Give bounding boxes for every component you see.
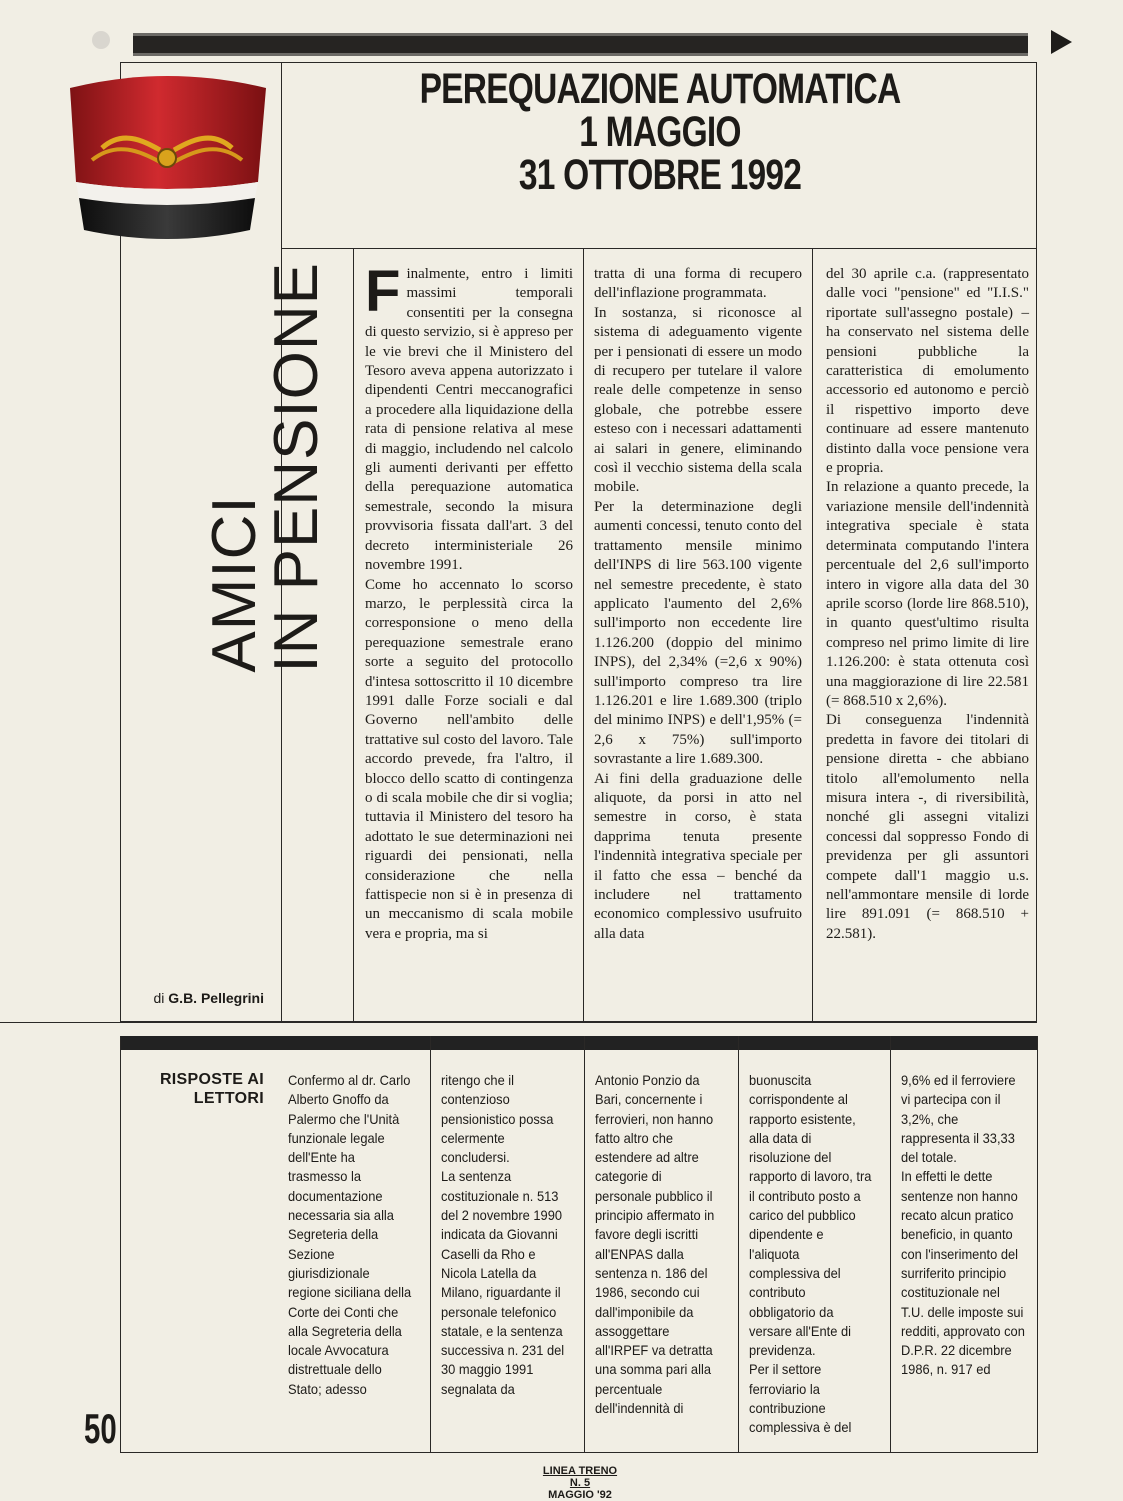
risposte-paragraph: La sentenza costituzionale n. 513 del 2 novembre 1990 indicata da Giovanni Caselli da Rho e Nicola Latella da Milano, riguardante il personale telefonico statale, e la sentenza successiva n. 231 del 30 maggio 1991 segnalata da [441, 1168, 565, 1397]
footer [520, 1465, 640, 1501]
article-column-1 [365, 259, 573, 944]
risposte-column-1 [288, 1071, 412, 1399]
article-paragraph: In sostanza, si riconosce al sistema di adeguamento vigente per i pensionati di essere un modo di recupero per tutelare il valore reale delle competenze in senso globale, che potrebbe essere esteso con i necessari adattamenti ai salari in genere, eliminando così il vecchio sistema della scala mobile. [594, 304, 802, 496]
article-paragraph: In relazione a quanto precede, la variazione mensile dell'indennità integrativa speciale è stata determinata computando l'intera percentuale del 2,6 sull'importo intero in vigore alla data del 30 aprile scorso (lorde lire 868.510), in quanto quest'ultimo risulta compreso nel primo limite di lire 1.126.200: è stata ottenuta così una maggiorazione di lire 22.581 (= 868.510 x 2,6%). [826, 479, 1029, 709]
risposte-bottom-rule [120, 1452, 1038, 1453]
divider-col2 [812, 248, 813, 1022]
risposte-paragraph: Antonio Ponzio da Bari, concernente i ferrovieri, non hanno fatto altro che estendere ad altre categorie di personale pubblico il principio affermato in favore degli iscritti all'ENPAS dalla sentenza n. 186 del 1986, secondo cui dall'imponibile da assoggettare all'IRPEF va detratta una somma pari alla percentuale dell'indennità di [595, 1072, 715, 1417]
risposte-divider-2 [584, 1036, 585, 1452]
header-bar [133, 33, 1028, 56]
arrow-right-icon [1051, 30, 1072, 54]
risposte-column-2 [441, 1071, 565, 1399]
risposte-divider-1 [430, 1036, 431, 1452]
risposte-divider-3 [738, 1036, 739, 1452]
article-paragraph: Per la determinazione degli aumenti concessi, tenuto conto del trattamento mensile minimo dell'INPS di lire 563.100 vigente nel semestre precedente, è stato applicato l'aumento del 2,6% sull'importo non eccedente lire 1.126.200 (doppio del minimo INPS), del 2,34% (=2,6 x 90%) sull'importo compreso tra lire 1.126.201 e lire 1.689.300 (triplo del minimo INPS) e dell'1,95% (= 2,6 x 75%) sull'importo sovrastante a lire 1.689.300. [594, 498, 802, 768]
risposte-paragraph: Confermo al dr. Carlo Alberto Gnoffo da Palermo che l'Unità funzionale legale dell'Ente ha trasmesso la documentazione necessaria sia alla Segreteria della Sezione giurisdizionale regione siciliana della Corte dei Conti che alla Segreteria della locale Avvocatura distrettuale dello Stato; adesso [288, 1072, 412, 1397]
risposte-paragraph: In effetti le dette sentenze non hanno recato alcun pratico beneficio, in quanto con l'inserimento del surriferito principio costituzionale nel T.U. delle imposte sui redditi, approvato con D.P.R. 22 dicembre 1986, n. 917 ed [901, 1168, 1025, 1378]
article-column-2 [594, 265, 802, 944]
byline [136, 990, 264, 1006]
drop-cap: F [365, 259, 401, 324]
article-paragraph [365, 259, 573, 576]
risposte-paragraph: buonuscita corrispondente al rapporto esistente, alla data di risoluzione del rapporto di lavoro, tra il contributo posto a carico del pubblico dipendente e l'aliquota complessiva del contributo obbligatorio da versare all'Ente di previdenza. [749, 1072, 872, 1359]
article-paragraph: Di conseguenza l'indennità predetta in favore dei titolari di pensione diretta - che abbiano titolo all'emolumento nella misura intera -, di riversibilità, nonché gli assegni vitalizi concessi dal soppresso Fondo di previdenza per gli assuntori compete dall'1 maggio u.s. nell'ammontare mensile di lorde lire 891.091 (= 868.510 + 22.581). [826, 712, 1029, 942]
section-label [130, 262, 331, 982]
article-title [410, 65, 909, 199]
title-line-2: 1 MAGGIO [579, 108, 741, 156]
risposte-column-5 [901, 1071, 1025, 1380]
kepi-hat-image [62, 70, 272, 250]
risposte-heading-line-1: RISPOSTE AI [159, 1071, 264, 1088]
page-number: 50 [84, 1405, 117, 1452]
title-line-1: PEREQUAZIONE AUTOMATICA [419, 65, 901, 113]
article-paragraph: del 30 aprile c.a. (rappresentato dalle voci "pensione" ed "I.I.S." riportate sull'assegno postale) – ha conservato nel sistema delle pensioni pubbliche la caratteristica di emolumento accessorio ed autonomo e perciò il rispettivo importo deve continuare ad essere mantenuto distinto dalla voce pensione vera e propria. [826, 266, 1029, 477]
divider-section [0, 1022, 1037, 1023]
risposte-paragraph: 9,6% ed il ferroviere vi partecipa con il 3,2%, che rappresenta il 33,33 del totale. [901, 1072, 1016, 1166]
risposte-divider-4 [890, 1036, 891, 1452]
risposte-right-rule [1037, 1036, 1038, 1452]
footer-line-1: LINEA TRENO [542, 1465, 618, 1477]
risposte-paragraph: Per il settore ferroviario la contribuzione complessiva è del [749, 1361, 852, 1436]
risposte-heading [128, 1070, 264, 1108]
section-line-1: AMICI [200, 495, 269, 673]
article-paragraph: Ai fini della graduazione delle aliquote, da porsi in atto nel semestre in corso, è stata dapprima tenuta presente l'indennità integrativa speciale per il fatto che essa – benché da includere nel trattamento economico complessivo usufruito alla data [594, 770, 802, 942]
byline-author: G.B. Pellegrini [168, 990, 264, 1006]
section-line-2: IN PENSIONE [262, 262, 331, 673]
article-paragraph: tratta di una forma di recupero dell'inflazione programmata. [594, 266, 802, 302]
title-line-3: 31 OTTOBRE 1992 [518, 151, 802, 199]
risposte-left-rule [120, 1036, 121, 1452]
paragraph-text: inalmente, entro i limiti massimi temporali consentiti per la consegna di questo servizio, si è appreso per le vie brevi che il Ministero del Tesoro aveva appena autorizzato i dipendenti Centri meccanografici a procedere alla liquidazione della rata di pensione relativa al mese di maggio, includendo nel calcolo gli aumenti derivanti per effetto della perequazione automatica semestrale, secondo la misura provvisoria fissata dall'art. 3 del decreto interministeriale 26 novembre 1991. [365, 266, 573, 574]
footer-line-2: N. 5 [569, 1477, 591, 1489]
risposte-column-4 [749, 1071, 873, 1438]
article-column-3 [826, 265, 1029, 944]
risposte-column-3 [595, 1071, 719, 1418]
article-paragraph: Come ho accennato lo scorso marzo, le perplessità circa la corresponsione o meno della perequazione semestrale erano sorte a seguito del protocollo d'intesa sottoscritto il 10 dicembre 1991 dalle Forze sociali e dal Governo nell'ambito delle trattative sul costo del lavoro. Tale accordo prevede, fra l'altro, il blocco dello scatto di contingenza o di scala mobile che dir si voglia; tuttavia il Ministero del tesoro ha adottato le sue determinazioni nei riguardi dei pensionati, nella considerazione che nella fattispecie non si è in presenza di un meccanismo di scala mobile vera e propria, ma si [365, 576, 573, 942]
byline-prefix: di [153, 990, 165, 1006]
decorative-dot [92, 31, 110, 49]
risposte-paragraph: ritengo che il contenzioso pensionistico possa celermente concludersi. [441, 1072, 554, 1166]
footer-line-3: MAGGIO '92 [548, 1489, 612, 1501]
divider-title [281, 248, 1037, 249]
divider-dropcap [353, 248, 354, 1022]
risposte-band [120, 1036, 1037, 1050]
risposte-heading-line-2: LETTORI [193, 1090, 264, 1107]
divider-col1 [583, 248, 584, 1022]
